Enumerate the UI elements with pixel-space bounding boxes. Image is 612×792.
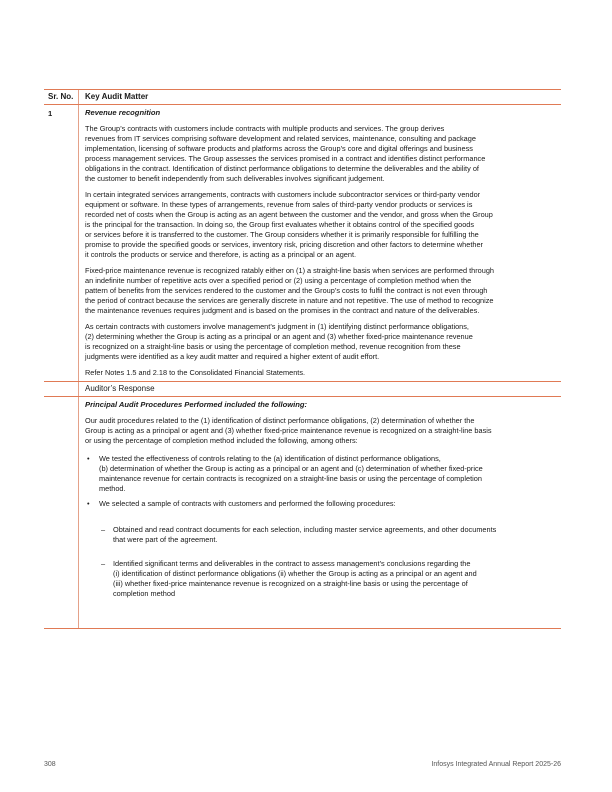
empty-cell — [44, 382, 79, 396]
notes-reference: Refer Notes 1.5 and 2.18 to the Consolidated Financial Statements. — [85, 368, 306, 377]
matter-paragraph: As certain contracts with customers involve management’s judgment in (1) identifying distinct performance obligations, (2) determining whether the Group is acting as a principal or an agent and (3) whether fixed-price maintenance revenue is recognized on a straight-line basis or using the percentage of completion method, revenue recognition from these judgments were identified as a key audit matter and required a higher extent of audit effort. — [85, 322, 473, 361]
response-heading: Auditor’s Response — [85, 384, 155, 393]
bullet-marker: • — [87, 454, 90, 463]
list-item — [85, 499, 558, 623]
list-item-text: Identified significant terms and deliverables in the contract to assess management’s conclusions regarding the (i) identification of distinct performance obligations (ii) whether the Group is acting as a principal or an agent and (iii) whether fixed-price maintenance revenue is recognized on a straight-line basis or using the percentage of completion method — [113, 559, 477, 598]
key-audit-matter-table — [44, 89, 561, 629]
bullet-marker: • — [87, 499, 90, 508]
table-row — [44, 105, 561, 381]
matter-cell — [79, 105, 561, 381]
row-number: 1 — [44, 105, 79, 381]
list-item-text: We tested the effectiveness of controls relating to the (a) identification of distinct performance obligations, (b) determination of whether the Group is acting as a principal or an agent and (c) determination of whether fixed-price maintenance revenue for certain contracts is recognized on a straight-line basis or using the percentage of completion method. — [99, 454, 483, 493]
list-item-text: Obtained and read contract documents for each selection, including master service agreements, and other documents that were part of the agreement. — [113, 525, 497, 544]
list-item — [99, 525, 558, 545]
dash-marker: – — [101, 559, 106, 568]
list-item-text: We selected a sample of contracts with customers and performed the following procedures: — [99, 499, 396, 508]
column-header-sr-no: Sr. No. — [44, 90, 79, 104]
table-header-row — [44, 89, 561, 105]
response-heading-row — [44, 381, 561, 396]
matter-title: Revenue recognition — [85, 108, 161, 117]
response-intro: Our audit procedures related to the (1) identification of distinct performance obligations, (2) determination of whether the Group is acting as a principal or agent and (3) whether fixed-price maintenance revenue is recognized on a straight-line basis or using the percentage of completion method included the following, among others: — [85, 416, 492, 445]
report-title: Infosys Integrated Annual Report 2025-26 — [431, 761, 561, 768]
sub-procedure-list — [99, 515, 558, 613]
response-row — [44, 396, 561, 629]
matter-paragraph: The Group’s contracts with customers include contracts with multiple products and services. The group derives revenues from IT services comprising software development and related services, maintenance, consulting and package implementation, licensing of software products and platforms across the Group’s core and digital offerings and business process management services. The Group assesses the services promised in a contract and identifies distinct performance obligations in the contract. Identification of distinct performance obligations to determine the deliverables and the ability of the customer to benefit independently from such deliverables involves significant judgement. — [85, 124, 486, 183]
response-cell — [79, 397, 561, 628]
procedure-list — [85, 454, 558, 623]
empty-cell — [44, 397, 79, 628]
dash-marker: – — [101, 525, 106, 534]
response-title: Principal Audit Procedures Performed included the following: — [85, 400, 308, 409]
list-item — [85, 454, 558, 494]
matter-paragraph: In certain integrated services arrangements, contracts with customers include subcontractor services or third-party vendor equipment or software. In these types of arrangements, revenue from sales of third-party vendor products or services is recorded net of costs when the Group is acting as an agent between the customer and the vendor, and gross when the Group is the principal for the transaction. In doing so, the Group first evaluates whether it obtains control of the specified goods or services before it is transferred to the customer. The Group considers whether it is primarily responsible for fulfilling the promise to provide the specified goods or services, inventory risk, pricing discretion and other factors to determine whether it controls the products or service and therefore, is acting as a principal or an agent. — [85, 190, 493, 259]
list-item — [99, 559, 558, 599]
matter-paragraph: Fixed-price maintenance revenue is recognized ratably either on (1) a straight-line basis when services are performed through an indefinite number of repetitive acts over a specified period or (2) using a percentage of completion method when the pattern of benefits from the services rendered to the customer and the Group’s costs to fulfil the contract is not even through the period of contract because the services are generally discrete in nature and not repetitive. The use of method to recognize the maintenance revenues requires judgment and is based on the promises in the contract and nature of the deliverables. — [85, 266, 495, 315]
column-header-key-audit-matter: Key Audit Matter — [85, 92, 149, 101]
page-number: 308 — [44, 761, 56, 768]
